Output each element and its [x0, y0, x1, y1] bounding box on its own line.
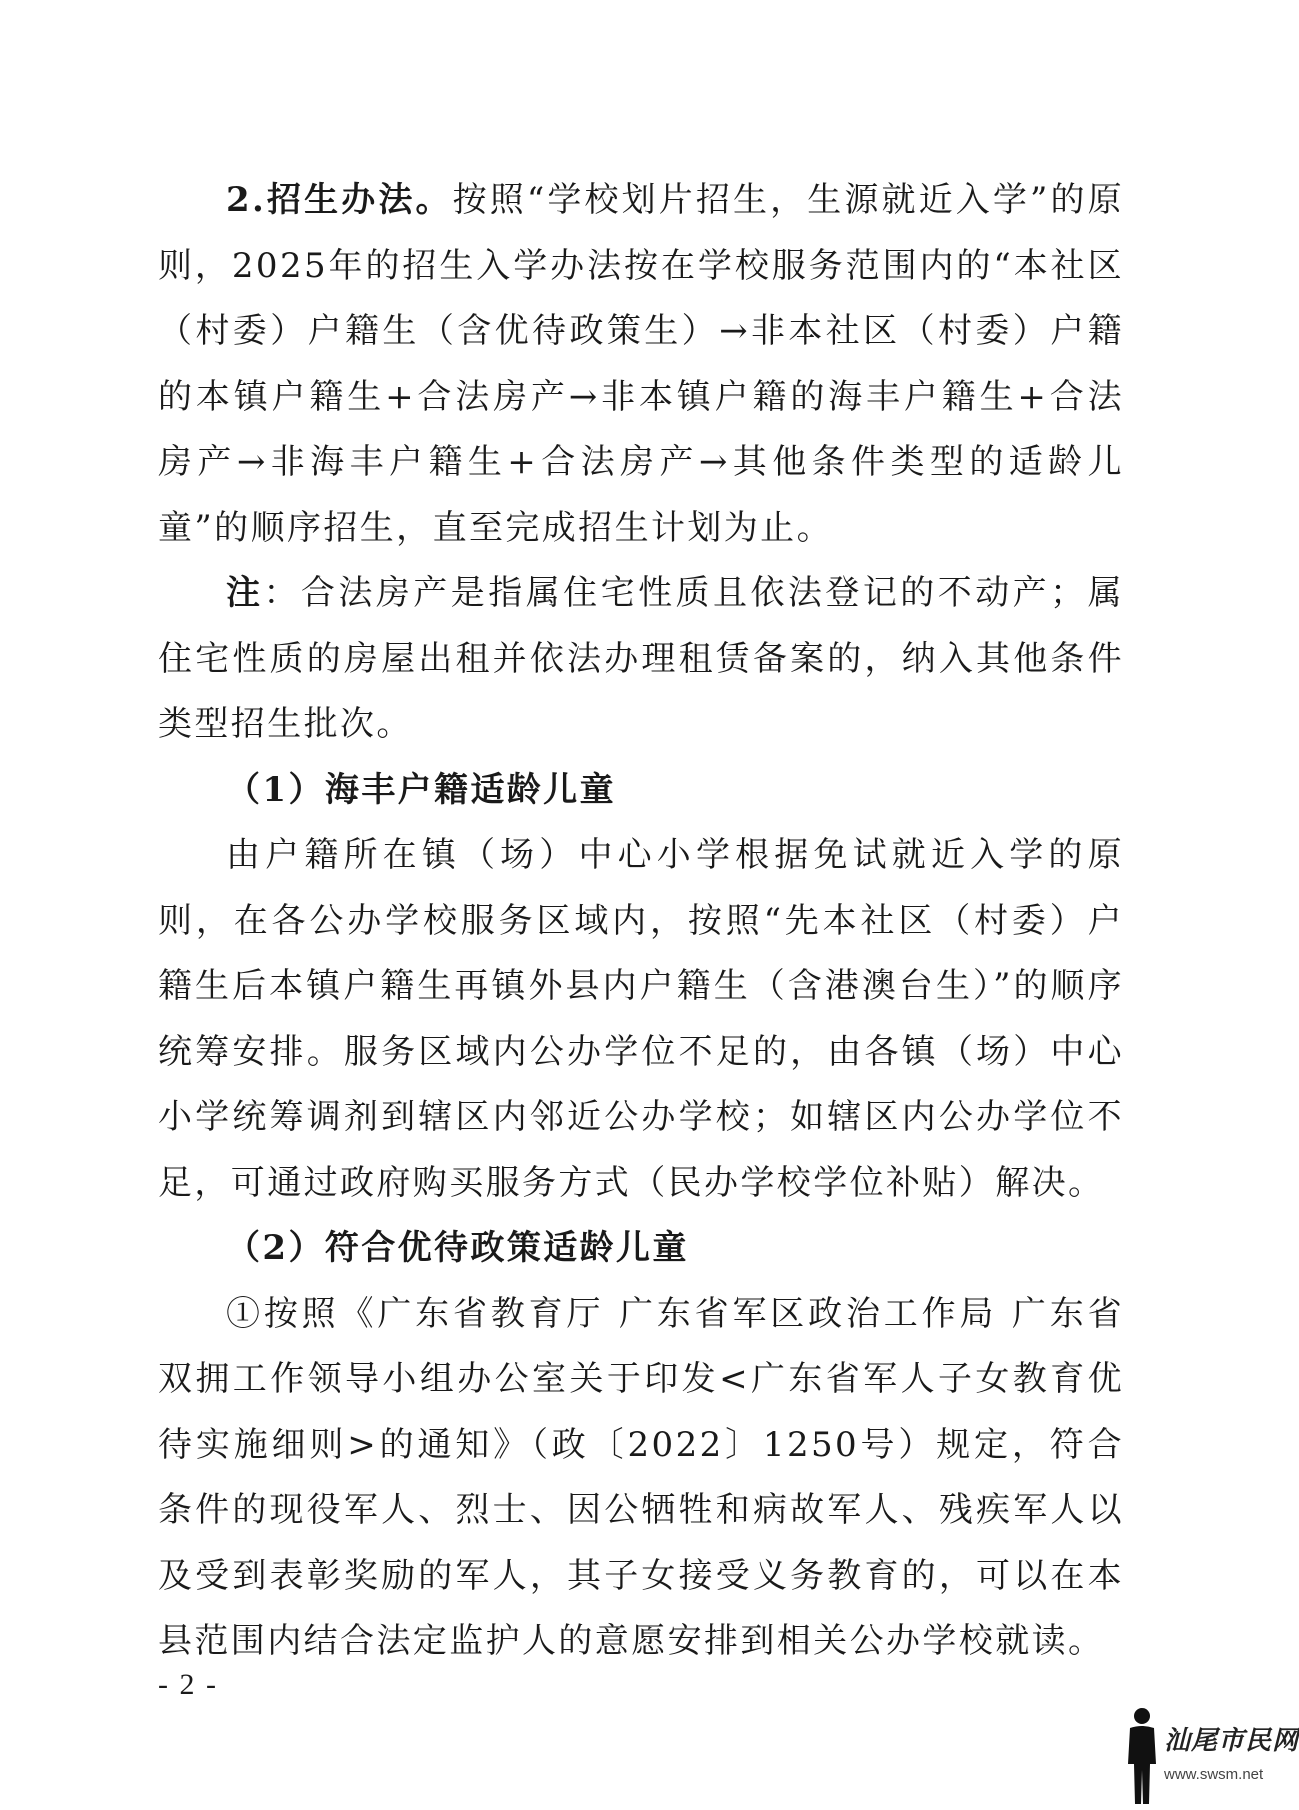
paragraph-note [158, 561, 1124, 758]
section-heading-haifeng: （1）海丰户籍适龄儿童 [226, 769, 617, 810]
paragraph-haifeng-children: 由户籍所在镇（场）中心小学根据免试就近入学的原则，在各公办学校服务区域内，按照“先本社区（村委）户籍生后本镇户籍生再镇外县内户籍生（含港澳台生）”的顺序统筹安排。服务区域内公办学位不足的，由各镇（场）中心小学统筹调剂到辖区内邻近公办学校；如辖区内公办学位不足，可通过政府购买服务方式（民办学校学位补贴）解决。 [158, 835, 1124, 1203]
watermark-logo [1120, 1700, 1299, 1810]
watermark-brand: 汕尾市民网 [1164, 1726, 1299, 1756]
watermark-url: www.swsm.net [1164, 1766, 1264, 1783]
note-text: ：合法房产是指属住宅性质且依法登记的不动产；属住宅性质的房屋出租并依法办理租赁备案的，纳入其他条件类型招生批次。 [158, 573, 1124, 744]
person-silhouette-icon [1122, 1704, 1162, 1808]
paragraph-enrollment-method [158, 168, 1124, 561]
note-label: 注 [226, 573, 264, 613]
page-number: - 2 - [158, 1668, 218, 1701]
paragraph-text: 按照“学校划片招生，生源就近入学”的原则，2025年的招生入学办法按在学校服务范围内的“本社区（村委）户籍生（含优待政策生）→非本社区（村委）户籍的本镇户籍生+合法房产→非本镇户籍的海丰户籍生+合法房产→非海丰户籍生+合法房产→其他条件类型的适龄儿童”的顺序招生，直至完成招生计划为止。 [158, 180, 1124, 548]
document-body [158, 168, 1124, 1675]
section-heading-preferential: （2）符合优待政策适龄儿童 [226, 1228, 689, 1268]
paragraph-lead: 2.招生办法。 [226, 180, 453, 220]
paragraph-preferential-policy: ①按照《广东省教育厅 广东省军区政治工作局 广东省双拥工作领导小组办公室关于印发<广东省军人子女教育优待实施细则>的通知》（政〔2022〕1250号）规定，符合条件的现役军人、烈士、因公牺牲和病故军人、残疾军人以及受到表彰奖励的军人，其子女接受义务教育的，可以在本县范围内结合法定监护人的意愿安排到相关公办学校就读。 [158, 1293, 1124, 1661]
